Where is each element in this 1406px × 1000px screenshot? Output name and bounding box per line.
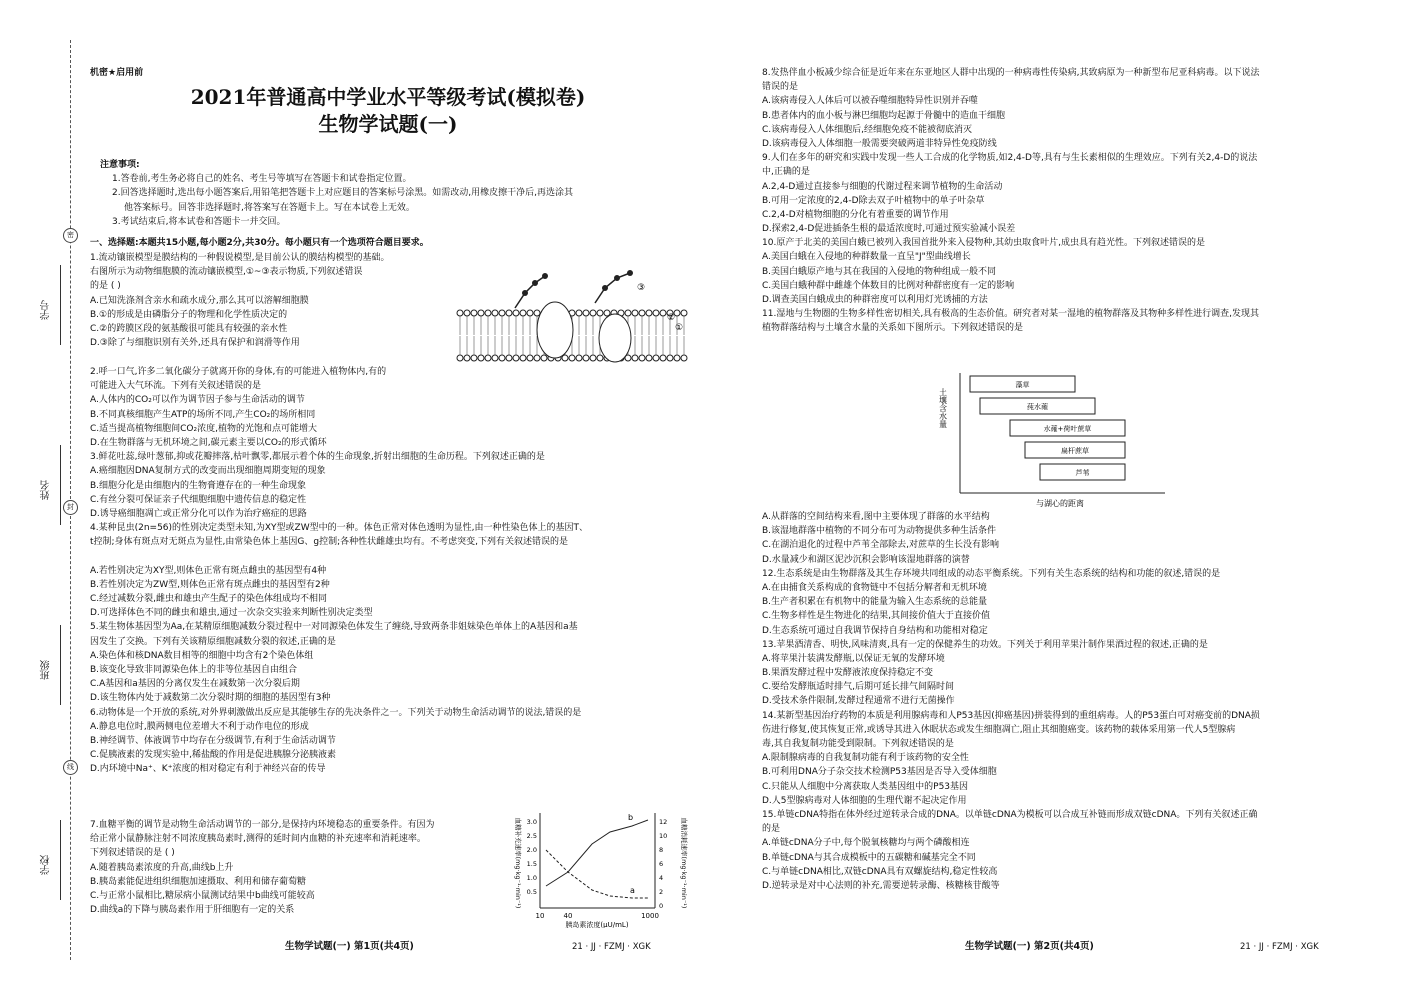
text-line: 15.单链cDNA特指在体外经过逆转录合成的DNA。以单链cDNA为模板可以合成互补链而形成双链cDNA。下列有关叙述正确 (762, 809, 1258, 820)
text-line: D.水量减少和湖区泥沙沉积会影响该湿地群落的演替 (762, 554, 970, 565)
text-line: 3.鲜花吐蕊,绿叶葱郁,抑或花瓣摔落,枯叶飘零,都展示着个体的生命现象,折射出细胞的生命历程。下列叙述正确的是 (90, 452, 545, 463)
text-line: A.将苹果汁装满发酵瓶,以保证无氧的发酵环境 (762, 653, 945, 664)
text-line: 伤进行修复,使其恢复正常,或诱导其进入休眠状态或发生细胞凋亡,阻止其细胞癌变。该药物的载体采用第一代人5型腺病 (762, 724, 1236, 735)
notes-section (100, 158, 680, 229)
text-line: D.曲线a的下降与胰岛素作用于肝细胞有一定的关系 (90, 905, 295, 916)
text-line: B.患者体内的血小板与淋巴细胞均起源于骨髓中的造血干细胞 (762, 110, 1006, 121)
text-line: A.该病毒侵入人体后可以被吞噬细胞特异性识别并吞噬 (762, 96, 978, 107)
text-line: C.②的跨膜区段的氨基酸很可能具有较强的亲水性 (90, 323, 288, 334)
y-right-tick: 4 (659, 874, 664, 882)
text-line: B.果酒发酵过程中发酵液浓度保持稳定不变 (762, 668, 934, 679)
phospholipid-head (576, 355, 582, 361)
y-left-label: 血糖补充速率(mg·kg⁻¹·min⁻¹) (514, 817, 522, 909)
y-left-tick: 2.0 (526, 846, 537, 854)
text-line: A.从群落的空间结构来看,图中主要体现了群落的水平结构 (762, 512, 990, 522)
page1-code: 21 · JJ · FZMJ · XGK (572, 942, 651, 952)
class-label: 班级 (41, 660, 52, 680)
text-line: C.只能从人细胞中分离获取人类基因组中的P53基因 (762, 781, 969, 792)
phospholipid-head (597, 355, 603, 361)
text-line: B.可用一定浓度的2,4-D除去双子叶植物中的单子叶杂草 (762, 195, 985, 206)
text-line: 6.动物体是一个开放的系统,对外界刺激做出反应是其能够生存的先决条件之一。下列关于动物生命活动调节的说法,错误的是 (90, 707, 582, 718)
text-line: C.经过减数分裂,雌虫和雄虫产生配子的染色体组成均不相同 (90, 594, 328, 604)
phospholipid-head (457, 310, 463, 316)
phospholipid-head (534, 355, 540, 361)
text-line: B.生产者积累在有机物中的能量为输入生态系统的总能量 (762, 597, 988, 608)
text-line: A.静息电位时,膜两侧电位差增大不利于动作电位的形成 (90, 721, 309, 732)
phospholipid-head (632, 355, 638, 361)
y-axis-label: 土壤含水量 (938, 388, 948, 428)
text-line: A.在由捕食关系构成的食物链中不包括分解者和无机环境 (762, 582, 987, 593)
phospholipid-head (478, 355, 484, 361)
text-line: B.可利用DNA分子杂交技术检测P53基因是否导入受体细胞 (762, 767, 997, 778)
question-1 (90, 251, 450, 350)
y-right-tick: 0 (659, 902, 664, 910)
note-item: 他答案标号。回答非选择题时,将答案写在答题卡上。写在本试卷上无效。 (124, 202, 415, 213)
text-line: 给正常小鼠静脉注射不同浓度胰岛素时,测得的延时间内血糖的补充速率和消耗速率。 (90, 834, 426, 845)
phospholipid-head (471, 355, 477, 361)
text-line: 中,正确的是 (762, 167, 810, 178)
text-line: C.2,4-D对植物细胞的分化有着重要的调节作用 (762, 209, 949, 220)
phospholipid-head (583, 355, 589, 361)
phospholipid-head (485, 310, 491, 316)
text-line: B.该变化导致非同源染色体上的非等位基因自由组合 (90, 664, 298, 675)
text-line: 下列叙述错误的是 ( ) (90, 848, 175, 859)
text-line: 植物群落结构与土壤含水量的关系如下图所示。下列叙述错误的是 (762, 323, 1024, 334)
page1-footer: 生物学试题(一) 第1页(共4页) (285, 941, 414, 952)
curve-a-label: a (630, 886, 635, 895)
text-line: C.A基因和a基因的分离仅发生在减数第一次分裂后期 (90, 679, 300, 690)
phospholipid-head (506, 355, 512, 361)
seal-circle: 封 (63, 500, 78, 515)
text-line (90, 549, 685, 563)
phospholipid-head (660, 355, 666, 361)
phospholipid-head (464, 355, 470, 361)
protein-2 (599, 314, 631, 362)
text-line: B.该湿地群落中植物的不同分布可为动物提供多种生活条件 (762, 526, 997, 537)
questions-8-11 (762, 66, 1342, 336)
y-right-tick: 8 (659, 846, 664, 854)
community-bar-label: 莼水蕹 (1027, 403, 1048, 411)
note-item: 3.考试结束后,将本试卷和答题卡一并交回。 (112, 216, 286, 227)
text-line: 11.湿地与生物圈的生物多样性密切相关,具有极高的生态价值。研究者对某一湿地的植物群落及其物种多样性进行调查,发现其 (762, 309, 1260, 320)
text-line: 2.呼一口气,许多二氧化碳分子就离开你的身体,有的可能进入植物体内,有的 (90, 367, 387, 377)
text-line: 7.血糖平衡的调节是动物生命活动调节的一部分,是保持内环境稳态的重要条件。有因为 (90, 820, 435, 830)
phospholipid-head (681, 310, 687, 316)
x-tick: 10 (535, 912, 545, 920)
text-line: D.逆转录是对中心法则的补充,需要逆转录酶、核糖核苷酸等 (762, 880, 1000, 891)
text-line: A.人体内的CO₂可以作为调节因子参与生命活动的调节 (90, 395, 305, 406)
subject-title: 生物学试题(一) (318, 112, 458, 136)
x-axis-label: 与湖心的距离 (1036, 499, 1084, 508)
fill-line (60, 265, 61, 345)
question-7 (90, 818, 510, 917)
phospholipid-head (639, 310, 645, 316)
text-line: 5.某生物体基因型为Aa,在某精原细胞减数分裂过程中一对同源染色体发生了缠绕,导致两条非姐妹染色单体上的A基因和a基 (90, 622, 578, 633)
label-2: ② (667, 313, 676, 323)
text-line: 的是 ( ) (90, 281, 121, 292)
text-line: A.若性别决定为XY型,则体色正常有斑点雌虫的基因型有4种 (90, 565, 327, 576)
phospholipid-head (478, 310, 484, 316)
text-line: 可能进入大气环流。下列有关叙述错误的是 (90, 381, 262, 392)
phospholipid-head (597, 310, 603, 316)
phospholipid-head (541, 355, 547, 361)
text-line: C.与单链cDNA相比,双链cDNA具有双螺旋结构,稳定性较高 (762, 866, 998, 877)
text-line: D.生态系统可通过自我调节保持自身结构和功能相对稳定 (762, 625, 988, 636)
notes-heading: 注意事项: (100, 160, 140, 170)
curve-b (546, 820, 648, 886)
section-heading: 一、选择题:本题共15小题,每小题2分,共30分。每小题只有一个选项符合题目要求。 (90, 238, 429, 248)
phospholipid-head (506, 310, 512, 316)
seal-circle: 线 (63, 760, 78, 775)
community-chart (925, 368, 1175, 510)
phospholipid-head (653, 310, 659, 316)
phospholipid-head (457, 355, 463, 361)
text-line: B.不同真核细胞产生ATP的场所不同,产生CO₂的场所相同 (90, 409, 316, 420)
phospholipid-head (471, 310, 477, 316)
phospholipid-head (681, 355, 687, 361)
community-bar-label: 芦苇 (1075, 469, 1090, 477)
phospholipid-head (639, 355, 645, 361)
text-line: C.该病毒侵入人体细胞后,经细胞免疫不能被彻底消灭 (762, 124, 973, 135)
phospholipid-head (667, 355, 673, 361)
text-line: 14.某新型基因治疗药物的本质是利用腺病毒和人P53基因(抑癌基因)拼装得到的重组病毒。人的P53蛋白可对癌变前的DNA损 (762, 710, 1260, 721)
text-line: D.③除了与细胞识别有关外,还具有保护和润滑等作用 (90, 338, 300, 349)
text-line: D.人5型腺病毒对人体细胞的生理代谢不起决定作用 (762, 795, 967, 806)
text-line: A.2,4-D通过直接参与细胞的代谢过程来调节植物的生命活动 (762, 181, 1003, 192)
text-line: B.①的形成是由磷脂分子的物理和化学性质决定的 (90, 309, 288, 320)
x-tick: 1000 (641, 912, 659, 920)
phospholipid-head (499, 355, 505, 361)
confidential-mark: 机密★启用前 (90, 68, 144, 78)
phospholipid-head (534, 310, 540, 316)
text-line: C.美国白蛾种群中雌雄个体数目的比例对种群密度有一定的影响 (762, 280, 1015, 291)
fill-line (60, 820, 61, 900)
phospholipid-head (646, 355, 652, 361)
text-line: C.与正常小鼠相比,糖尿病小鼠测试结果中b曲线可能较高 (90, 890, 315, 901)
text-line: 错误的是 (762, 82, 799, 93)
glycoprotein-chain (515, 276, 545, 308)
text-line: D.调查美国白蛾成虫的种群密度可以利用灯光诱捕的方法 (762, 295, 988, 305)
text-line: A.染色体和核DNA数目相等的细胞中均含有2个染色体组 (90, 650, 314, 661)
text-line: A.随着胰岛素浓度的升高,曲线b上升 (90, 862, 234, 873)
note-item: 1.答卷前,考生务必将自己的姓名、考生号等填写在答题卡和试卷指定位置。 (112, 174, 412, 185)
text-line: D.诱导癌细胞凋亡或正常分化可以作为治疗癌症的思路 (90, 508, 307, 519)
note-item: 2.回答选择题时,选出每小题答案后,用铅笔把答题卡上对应题目的答案标号涂黑。如需改动,用橡皮擦干净后,再选涂其 (112, 188, 574, 199)
phospholipid-head (646, 310, 652, 316)
phospholipid-head (513, 355, 519, 361)
phospholipid-head (520, 310, 526, 316)
phospholipid-head (674, 355, 680, 361)
text-line: C.生物多样性是生物进化的结果,其间接价值大于直接价值 (762, 611, 991, 622)
text-line: 右图所示为动物细胞膜的流动镶嵌模型,①~③表示物质,下列叙述错误 (90, 267, 363, 278)
text-line: t控制;身体有斑点对无斑点为显性,由常染色体上基因G、g控制;各种性状雌雄虫均有。不考虑突变,下列有关叙述错误的是 (90, 537, 569, 548)
text-line: B.神经调节、体液调节中均存在分级调节,有利于生命活动调节 (90, 735, 336, 746)
y-right-tick: 12 (659, 818, 668, 826)
x-tick: 40 (563, 912, 573, 920)
y-right-tick: 2 (659, 888, 664, 896)
text-line: 10.原产于北美的美国白蛾已被列入我国首批外来入侵物种,其幼虫取食叶片,成虫具有趋光性。下列叙述错误的是 (762, 238, 1206, 249)
text-line: 4.某种昆虫(2n=56)的性别决定类型未知,为XY型或ZW型中的一种。体色正常对体色透明为显性,由一种性染色体上的基因T、 (90, 523, 588, 534)
text-line: 1.流动镶嵌模型是膜结构的一种假说模型,是目前公认的膜结构模型的基础。 (90, 253, 390, 263)
binding-gutter (0, 0, 80, 1000)
label-1: ① (675, 323, 684, 333)
insulin-graph (510, 808, 690, 928)
y-right-tick: 10 (659, 832, 668, 840)
text-line: A.限制腺病毒的自我复制功能有利于该药物的安全性 (762, 753, 969, 764)
text-line: D.探索2,4-D促进插条生根的最适浓度时,可通过预实验减小误差 (762, 224, 1016, 235)
text-line: 13.苹果酒清香、明快,风味清爽,具有一定的保健养生的功效。下列关于利用苹果汁制作果酒过程的叙述,正确的是 (762, 639, 1208, 650)
text-line: B.细胞分化是由细胞内的生物膏遵存在的一种生命现象 (90, 480, 307, 491)
membrane-diagram (455, 268, 690, 368)
text-line: C.有丝分裂可保证亲子代细胞细胞中遗传信息的稳定性 (90, 494, 307, 505)
text-line: D.该病毒侵入人体细胞一般需要突破两道非特异性免疫防线 (762, 138, 997, 149)
fill-line (60, 445, 61, 525)
phospholipid-head (653, 355, 659, 361)
seal-circle: 密 (63, 228, 78, 243)
page2-code: 21 · JJ · FZMJ · XGK (1240, 942, 1319, 952)
phospholipid-head (499, 310, 505, 316)
fill-line (60, 625, 61, 705)
phospholipid-head (583, 310, 589, 316)
text-line: B.胰岛素能促进组织细胞加速摄取、利用和储存葡萄糖 (90, 876, 307, 887)
text-line: C.促胰液素的发现实验中,稀盐酸的作用是促进胰腺分泌胰液素 (90, 750, 337, 761)
phospholipid-head (492, 355, 498, 361)
text-line: 9.人们在多年的研究和实践中发现一些人工合成的化学物质,如2,4-D等,具有与生长素相似的生理效应。下列有关2,4-D的说法 (762, 153, 1258, 164)
y-right-tick: 6 (659, 860, 664, 868)
y-left-tick: 2.5 (526, 832, 537, 840)
text-line: C.在湖泊退化的过程中芦苇全部除去,对蔗草的生长没有影响 (762, 540, 1000, 551)
text-line: A.单链cDNA分子中,每个脱氧核糖均与两个磷酸相连 (762, 838, 970, 849)
text-line: B.单链cDNA与其合成模板中的五碳糖和碱基完全不同 (762, 852, 976, 863)
text-line: B.美国白蛾原产地与其在我国的入侵地的物种组成一般不同 (762, 266, 997, 277)
community-bar-label: 水蕹+荷叶蔗草 (1043, 425, 1092, 433)
glycoprotein-chain (595, 273, 630, 303)
phospholipid-head (485, 355, 491, 361)
text-line: 的是 (762, 824, 781, 835)
text-line: D.该生物体内处于减数第二次分裂时期的细胞的基因型有3种 (90, 693, 331, 704)
text-line: D.可选择体色不同的雌虫和雄虫,通过一次杂交实验来判断性别决定类型 (90, 608, 373, 619)
text-line: C.适当提高植物细胞间CO₂浓度,植物的光饱和点可能增大 (90, 423, 317, 434)
phospholipid-head (527, 310, 533, 316)
name-label: 姓名 (41, 480, 52, 500)
text-line: 毒,其自我复制功能受到限制。下列叙述错误的是 (762, 739, 954, 749)
text-line: D.在生物群落与无机环境之间,碳元素主要以CO₂的形式循环 (90, 437, 327, 448)
phospholipid-head (492, 310, 498, 316)
text-line: D.内环境中Na⁺、K⁺浓度的相对稳定有利于神经兴奋的传导 (90, 764, 326, 775)
text-line: 8.发热伴血小板减少综合征是近年来在东亚地区人群中出现的一种病毒性传染病,其致病原为一种新型布尼亚科病毒。以下说法 (762, 68, 1260, 78)
page2-footer: 生物学试题(一) 第2页(共4页) (965, 941, 1094, 952)
phospholipid-head (590, 310, 596, 316)
curve-b-label: b (628, 813, 634, 822)
phospholipid-head (632, 310, 638, 316)
phospholipid-head (562, 355, 568, 361)
questions-11-15 (762, 510, 1342, 893)
y-left-tick: 3.0 (526, 818, 537, 826)
y-left-tick: 0.5 (526, 888, 537, 896)
text-line: C.要给发酵瓶适时排气,后期可延长排气间隔时间 (762, 682, 955, 693)
phospholipid-head (464, 310, 470, 316)
text-line: 因发生了交换。下列有关该精原细胞减数分裂的叙述,正确的是 (90, 636, 336, 647)
x-axis-label: 胰岛素浓度(μU/mL) (565, 921, 629, 928)
phospholipid-head (513, 310, 519, 316)
school-label: 学校 (41, 855, 52, 875)
text-line: A.已知洗涤剂含亲水和疏水成分,那么其可以溶解细胞膜 (90, 295, 309, 306)
phospholipid-head (569, 355, 575, 361)
protein-1 (537, 302, 573, 358)
text-line: D.受技术条件限制,发酵过程通常不进行无菌操作 (762, 696, 955, 707)
phospholipid-head (520, 355, 526, 361)
phospholipid-head (576, 310, 582, 316)
questions-2-6 (90, 365, 685, 776)
exam-title: 2021年普通高中学业水平等级考试(模拟卷) (190, 85, 586, 109)
y-left-tick: 1.0 (526, 874, 537, 882)
y-left-tick: 1.5 (526, 860, 537, 868)
phospholipid-head (590, 355, 596, 361)
community-bar-label: 藻草 (1015, 381, 1030, 389)
text-line: A.癌细胞因DNA复制方式的改变而出现细胞周期变短的现象 (90, 466, 326, 477)
y-right-label: 血糖消耗速率(mg·kg⁻¹·min⁻¹) (680, 817, 688, 909)
label-3: ③ (637, 283, 646, 293)
phospholipid-head (527, 355, 533, 361)
text-line: B.若性别决定为ZW型,则体色正常有斑点雌虫的基因型有2种 (90, 579, 330, 590)
text-line: 12.生态系统是由生物群落及其生存环境共同组成的动态平衡系统。下列有关生态系统的结构和功能的叙述,错误的是 (762, 568, 1221, 579)
text-line: A.美国白蛾在入侵地的种群数量一直呈"J"型曲线增长 (762, 252, 971, 263)
phospholipid-head (660, 310, 666, 316)
student-id-label: 学号 (41, 300, 52, 320)
community-bar-label: 扁杆蔗草 (1061, 447, 1089, 455)
phospholipid-head (625, 310, 631, 316)
